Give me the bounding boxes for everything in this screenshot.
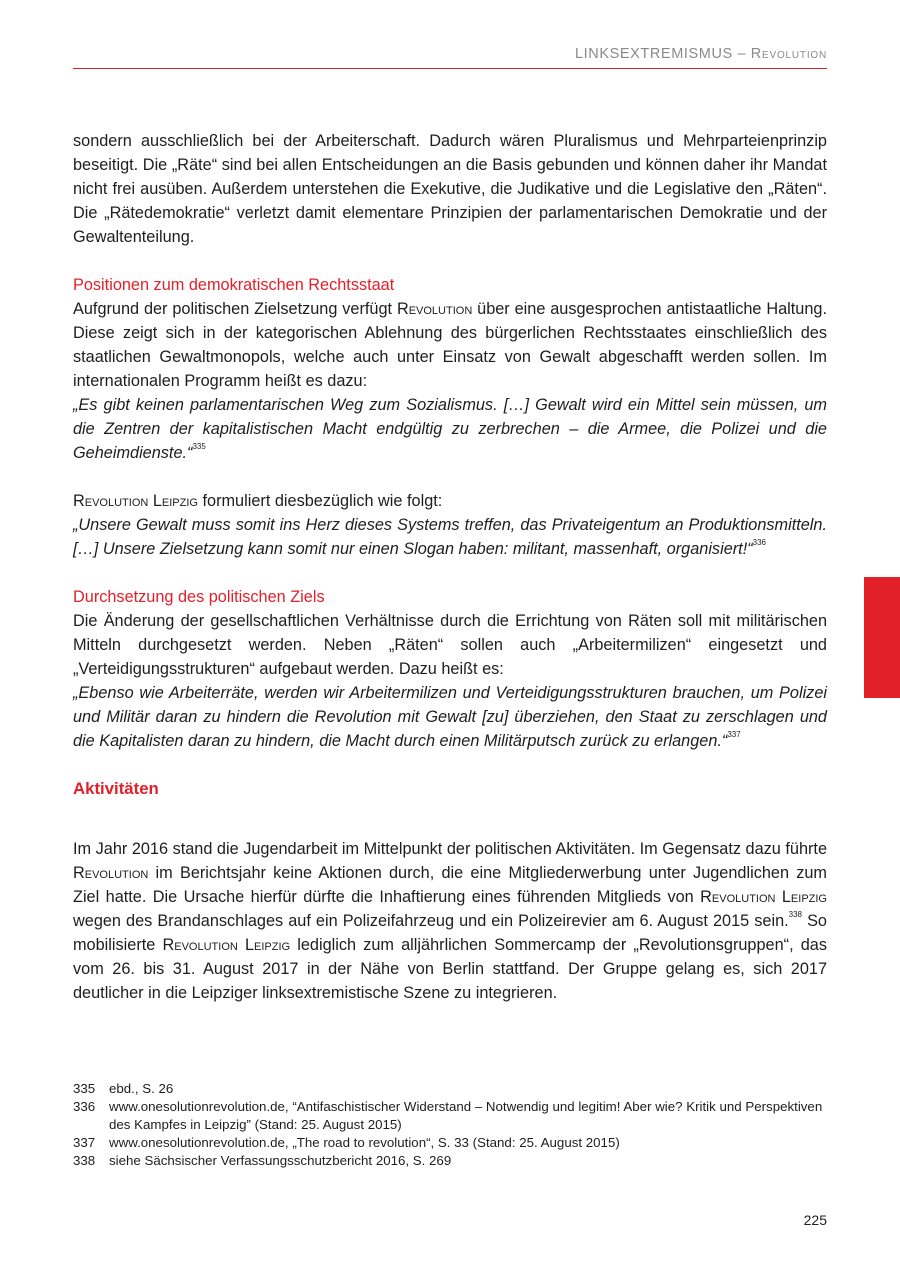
main-content xyxy=(73,129,827,1005)
footnote xyxy=(73,1152,827,1170)
page-number: 225 xyxy=(803,1212,827,1228)
paragraph-durchsetzung: Die Änderung der gesellschaftlichen Verhältnisse durch die Errichtung von Räten soll mit militärischen Mitteln durchgesetzt werden. Neben „Räten“ sollen auch „Arbeitermilizen“ eingesetzt und „Verteidigungsstrukturen“ aufgebaut werden. Dazu heißt es: xyxy=(73,612,827,678)
running-separator: – xyxy=(732,46,751,62)
footnote-ref-335: 335 xyxy=(192,442,206,451)
footnote-ref-337: 337 xyxy=(727,730,741,739)
footnote-ref-336: 336 xyxy=(752,538,766,547)
section-heading-durchsetzung: Durchsetzung des politischen Ziels xyxy=(73,588,325,606)
footnote-text: siehe Sächsischer Verfassungsschutzbericht 2016, S. 269 xyxy=(109,1153,452,1168)
footnote xyxy=(73,1080,827,1098)
quote-337: „Ebenso wie Arbeiterräte, werden wir Arbeitermilizen und Verteidigungsstrukturen brauchen, um Polizei und Militär daran zu hindern die Revolution mit Gewalt [zu] überziehen, den Staat zu zerschlagen und die Kapitalisten daran zu hindern, die Macht durch einen Militärputsch zurück zu erlangen.“$^{337}$ xyxy=(73,684,827,750)
org-name: Revolution Leipzig xyxy=(162,936,291,954)
section-heading-rechtsstaat: Positionen zum demokratischen Rechtsstaat xyxy=(73,276,395,294)
chapter-tab-marker xyxy=(864,577,900,698)
intro-paragraph: sondern ausschließlich bei der Arbeiterschaft. Dadurch wären Pluralismus und Mehrparteienprinzip beseitigt. Die „Räte“ sind bei allen Entscheidungen an die Basis gebunden und können daher ihr Mandat nicht frei ausüben. Außerdem unterstehen die Exekutive, die Judikative und die Legislative den „Räten“. Die „Rätedemokratie“ verletzt damit elementare Prinzipien der parlamentarischen Demokratie und der Gewaltenteilung. xyxy=(73,132,827,246)
footnote-text: www.onesolutionrevolution.de, “Antifaschistischer Widerstand – Notwendig und legitim! Aber wie? Kritik und Perspektiven des Kampfes in Leipzig” (Stand: 25. August 2015) xyxy=(109,1099,823,1132)
org-name: Revolution Leipzig xyxy=(700,888,827,906)
footnote xyxy=(73,1134,827,1152)
footnote xyxy=(73,1098,827,1134)
footnote-number: 336 xyxy=(73,1099,96,1114)
quote-336: „Unsere Gewalt muss somit ins Herz dieses Systems treffen, das Privateigentum an Produktionsmitteln. […] Unsere Zielsetzung kann somit nur einen Slogan haben: militant, massenhaft, organisiert!“$^{336}$ xyxy=(73,516,827,558)
running-subtitle: Revolution xyxy=(750,46,827,62)
quote-335: „Es gibt keinen parlamentarischen Weg zum Sozialismus. […] Gewalt wird ein Mittel sein müssen, um die Zentren der kapitalistischen Macht endgültig zu zerbrechen – die Armee, die Polizei und die Geheimdienste.“$^{335}$ xyxy=(73,396,827,462)
footnote-number: 335 xyxy=(73,1081,96,1096)
footnotes xyxy=(73,1080,827,1170)
org-name: Revolution Leipzig xyxy=(73,492,198,510)
footnote-text: ebd., S. 26 xyxy=(109,1081,174,1096)
section-heading-aktivitaeten: Aktivitäten xyxy=(73,779,159,798)
paragraph-rechtsstaat: Aufgrund der politischen Zielsetzung verfügt Revolution über eine ausgesprochen antistaatliche Haltung. Diese zeigt sich in der kategorischen Ablehnung des bürgerlichen Rechtsstaates einschließlich des staatlichen Gewaltmonopols, welche auch unter Einsatz von Gewalt abgeschafft werden sollen. Im internationalen Programm heißt es dazu: xyxy=(73,300,827,390)
footnote-text: www.onesolutionrevolution.de, „The road to revolution“, S. 33 (Stand: 25. August 2015) xyxy=(109,1135,620,1150)
footnote-number: 338 xyxy=(73,1153,96,1168)
org-name: Revolution xyxy=(73,864,149,882)
paragraph-revolution-leipzig: Revolution Leipzig formuliert diesbezüglich wie folgt: xyxy=(73,492,443,510)
org-name: Revolution xyxy=(396,300,473,318)
running-title: LINKSEXTREMISMUS xyxy=(574,46,733,62)
footnote-number: 337 xyxy=(73,1135,96,1150)
running-header xyxy=(73,46,827,69)
paragraph-aktivitaeten: Im Jahr 2016 stand die Jugendarbeit im Mittelpunkt der politischen Aktivitäten. Im Gegensatz dazu führte Revolution im Berichtsjahr keine Aktionen durch, die eine Mitgliederwerbung unter Jugendlichen zum Ziel hatte. Die Ursache hierfür dürfte die Inhaftierung eines führenden Mitglieds von Revolution Leipzig wegen des Brandanschlages auf ein Polizeifahrzeug und ein Polizeirevier am 6. August 2015 sein.$^{338}$ So mobilisierte Revolution Leipzig lediglich zum alljährlichen Sommercamp der „Revolutionsgruppen“, das vom 26. bis 31. August 2017 in der Nähe von Berlin stattfand. Der Gruppe gelang es, sich 2017 deutlicher in die Leipziger linksextremistische Szene zu integrieren. xyxy=(73,840,827,1002)
footnote-ref-338: 338 xyxy=(788,910,803,919)
